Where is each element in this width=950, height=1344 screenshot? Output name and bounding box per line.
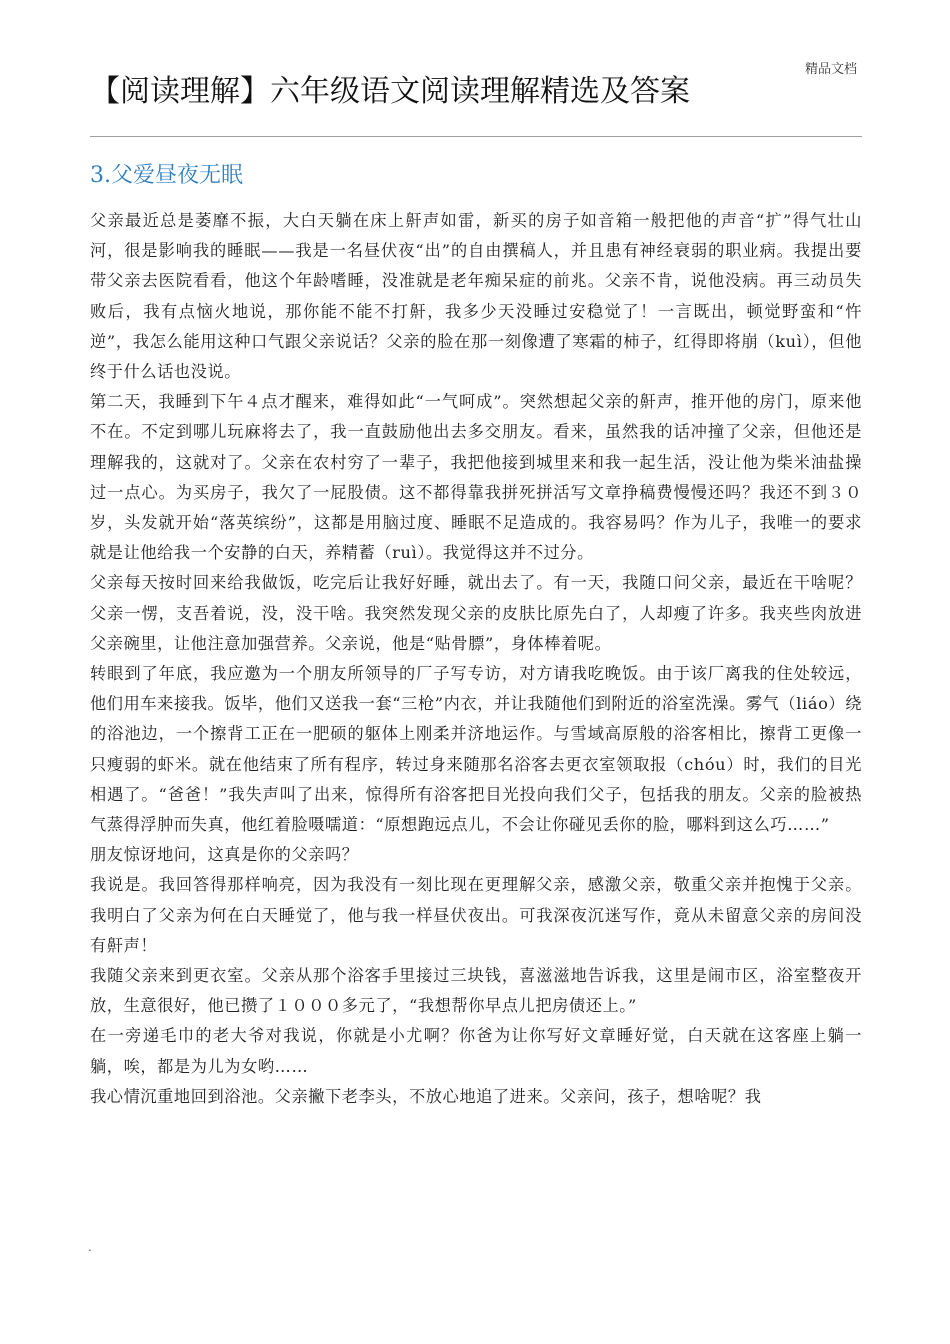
paragraph: 转眼到了年底，我应邀为一个朋友所领导的厂子写专访，对方请我吃晚饭。由于该厂离我的住处较远，他们用车来接我。饭毕，他们又送我一套“三枪”内衣，并让我随他们到附近的浴室洗澡。雾气（liáo）绕的浴池边，一个擦背工正在一肥硕的躯体上刚柔并济地运作。与雪域高原般的浴客相比，擦背工更像一只瘦弱的虾米。就在他结束了所有程序，转过身来随那名浴客去更衣室领取报（chóu）时，我们的目光相遇了。“爸爸！”我失声叫了出来，惊得所有浴客把目光投向我们父子，包括我的朋友。父亲的脸被热气蒸得浮肿而失真，他红着脸嗫嚅道：“原想跑远点儿，不会让你碰见丢你的脸，哪料到这么巧……” (90, 664, 862, 835)
paragraph: 我说是。我回答得那样响亮，因为我没有一刻比现在更理解父亲，感激父亲，敬重父亲并抱愧于父亲。我明白了父亲为何在白天睡觉了，他与我一样昼伏夜出。可我深夜沉迷写作，竟从未留意父亲的房间没有鼾声！ (90, 875, 862, 955)
paragraph: 朋友惊讶地问，这真是你的父亲吗？ (90, 845, 359, 865)
paragraph: 父亲每天按时回来给我做饭，吃完后让我好好睡，就出去了。有一天，我随口问父亲，最近在干啥呢？父亲一愣，支吾着说，没，没干啥。我突然发现父亲的皮肤比原先白了，人却瘦了许多。我夹些肉放进父亲碗里，让他注意加强营养。父亲说，他是“贴骨膘”，身体棒着呢。 (90, 573, 862, 653)
paragraph: 父亲最近总是萎靡不振，大白天躺在床上鼾声如雷，新买的房子如音箱一般把他的声音“扩”得气壮山河，很是影响我的睡眠——我是一名昼伏夜“出”的自由撰稿人，并且患有神经衰弱的职业病。我提出要带父亲去医院看看，他这个年龄嗜睡，没准就是老年痴呆症的前兆。父亲不肯，说他没病。再三动员失败后，我有点恼火地说，那你能不能不打鼾，我多少天没睡过安稳觉了！一言既出，顿觉野蛮和“忤逆”，我怎么能用这种口气跟父亲说话？父亲的脸在那一刻像遭了寒霜的柿子，红得即将崩（kuì），但他终于什么话也没说。 (90, 211, 862, 382)
paragraph: 第二天，我睡到下午４点才醒来，难得如此“一气呵成”。突然想起父亲的鼾声，推开他的房门，原来他不在。不定到哪儿玩麻将去了，我一直鼓励他出去多交朋友。看来，虽然我的话冲撞了父亲，但他还是理解我的，这就对了。父亲在农村穷了一辈子，我把他接到城里来和我一起生活，没让他为柴米油盐操过一点心。为买房子，我欠了一屁股债。这不都得靠我拼死拼活写文章挣稿费慢慢还吗？我还不到３０岁，头发就开始“落英缤纷”，这都是用脑过度、睡眠不足造成的。我容易吗？作为儿子，我唯一的要求就是让他给我一个安静的白天，养精蓄（ruì）。我觉得这并不过分。 (90, 392, 862, 563)
title-divider (90, 136, 862, 137)
paragraph: 在一旁递毛巾的老大爷对我说，你就是小尤啊？你爸为让你写好文章睡好觉，白天就在这客座上躺一躺，唉，都是为儿为女哟…… (90, 1026, 862, 1076)
paragraph: 我心情沉重地回到浴池。父亲撇下老李头，不放心地追了进来。父亲问，孩子，想啥呢？我 (90, 1086, 762, 1106)
corner-label: 精品文档 (804, 62, 857, 77)
section-heading: 3.父爱昼夜无眠 (90, 163, 243, 188)
page-mark: . (88, 1240, 92, 1254)
document-title: 【阅读理解】六年级语文阅读理解精选及答案 (90, 74, 690, 109)
article-body (90, 206, 862, 1112)
paragraph: 我随父亲来到更衣室。父亲从那个浴客手里接过三块钱，喜滋滋地告诉我，这里是闹市区，浴室整夜开放，生意很好，他已攒了１０００多元了，“我想帮你早点儿把房债还上。” (90, 966, 862, 1016)
